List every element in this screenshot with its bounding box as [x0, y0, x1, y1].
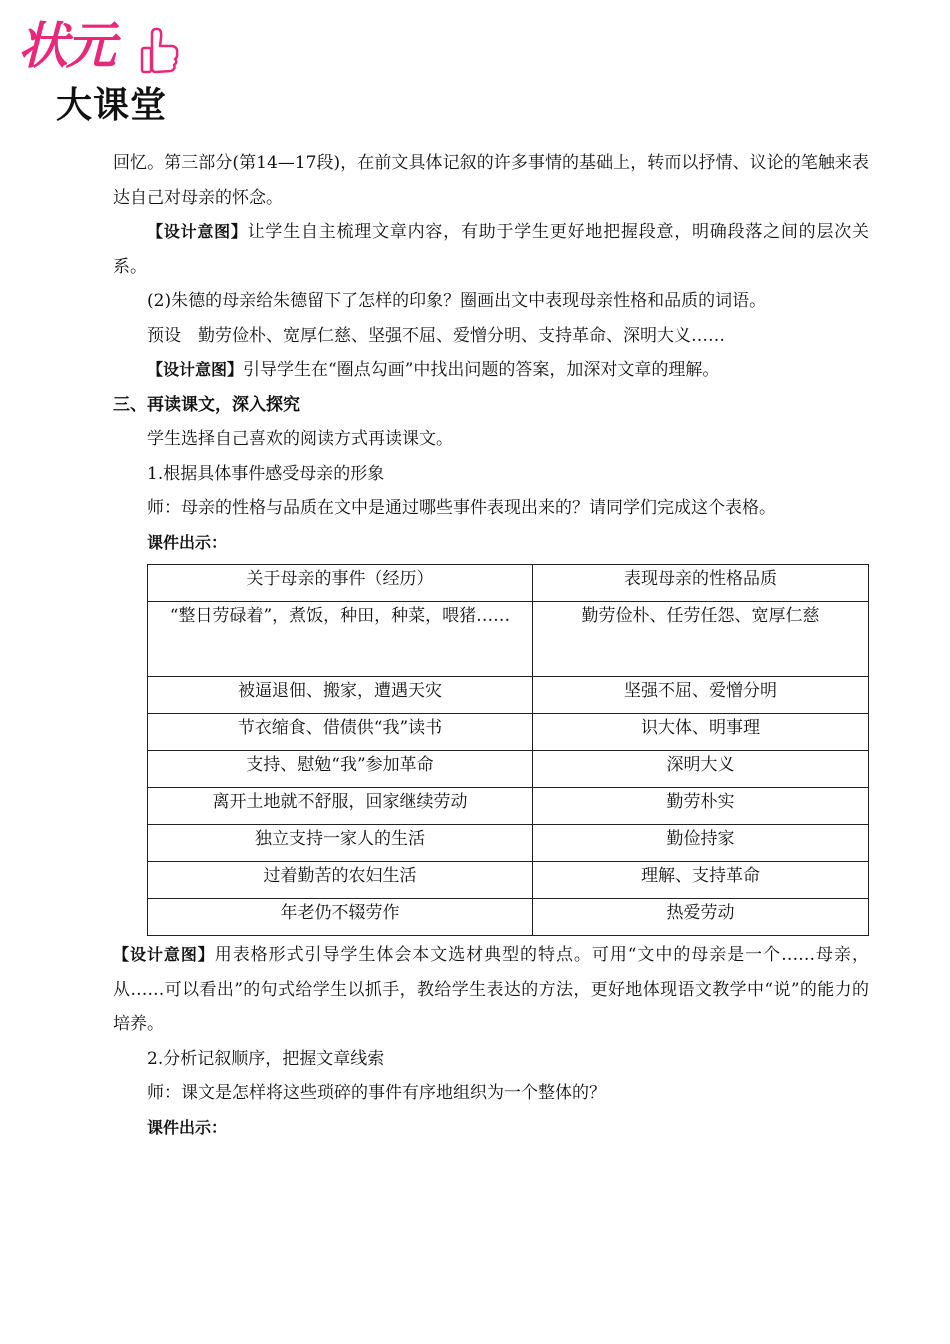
table-cell-event: 节衣缩食、借债供“我”读书	[148, 714, 533, 751]
design-intent-1	[113, 215, 869, 284]
table-cell-trait: 勤俭持家	[533, 825, 869, 862]
document-body	[113, 146, 869, 1145]
table-cell-trait: 识大体、明事理	[533, 714, 869, 751]
design-intent-text: 让学生自主梳理文章内容，有助于学生更好地把握段意，明确段落之间的层次关系。	[113, 222, 869, 277]
item-1-heading: 1.根据具体事件感受母亲的形象	[147, 463, 385, 484]
table-row	[148, 602, 869, 677]
design-intent-label: 【设计意图】	[147, 222, 248, 241]
design-intent-text: 引导学生在“圈点勾画”中找出问题的答案，加深对文章的理解。	[243, 360, 720, 380]
paragraph-part3: 回忆。第三部分(第14—17段)，在前文具体记叙的许多事情的基础上，转而以抒情、议论的笔触来表达自己对母亲的怀念。	[113, 153, 869, 208]
section-3-intro: 学生选择自己喜欢的阅读方式再读课文。	[147, 429, 453, 449]
item-2-heading: 2.分析记叙顺序，把握文章线索	[147, 1048, 385, 1069]
section-heading-3: 三、再读课文，深入探究	[113, 394, 300, 415]
table-cell-event: 被逼退佃、搬家，遭遇天灾	[148, 677, 533, 714]
design-intent-text: 用表格形式引导学生体会本文选材典型的特点。可用“文中的母亲是一个……母亲，从……可以看出”的句式给学生以抓手，教给学生表达的方法，更好地体现语文教学中“说”的能力的培养。	[113, 945, 869, 1034]
table-header-cell: 表现母亲的性格品质	[533, 565, 869, 602]
courseware-label-2: 课件出示：	[147, 1117, 228, 1137]
table-cell-trait: 勤劳朴实	[533, 788, 869, 825]
table-cell-event: 支持、慰勉“我”参加革命	[148, 751, 533, 788]
design-intent-2	[113, 353, 869, 388]
table-cell-event: 离开土地就不舒服，回家继续劳动	[148, 788, 533, 825]
logo-bottom-text: 大课堂	[56, 85, 168, 126]
design-intent-3	[113, 938, 869, 1042]
table-cell-event: 独立支持一家人的生活	[148, 825, 533, 862]
mother-traits-table	[147, 564, 869, 936]
table-cell-trait: 坚强不屈、爱憎分明	[533, 677, 869, 714]
table-row	[148, 788, 869, 825]
table-row	[148, 825, 869, 862]
table-header-cell: 关于母亲的事件（经历）	[148, 565, 533, 602]
table-cell-event: “整日劳碌着”，煮饭，种田，种菜，喂猪……	[148, 602, 533, 677]
table-row	[148, 751, 869, 788]
table-row	[148, 862, 869, 899]
design-intent-label: 【设计意图】	[113, 945, 215, 964]
table-cell-trait: 理解、支持革命	[533, 862, 869, 899]
teacher-question-1: 师：母亲的性格与品质在文中是通过哪些事件表现出来的？请同学们完成这个表格。	[147, 498, 776, 518]
courseware-label-1: 课件出示：	[147, 532, 228, 552]
table-row	[148, 677, 869, 714]
logo	[18, 12, 198, 137]
table-cell-trait: 勤劳俭朴、任劳任怨、宽厚仁慈	[533, 602, 869, 677]
table-cell-event: 过着勤苦的农妇生活	[148, 862, 533, 899]
logo-top-text: 状元	[18, 17, 114, 75]
question-2: (2)朱德的母亲给朱德留下了怎样的印象？圈画出文中表现母亲性格和品质的词语。	[147, 291, 767, 311]
table-row	[148, 899, 869, 936]
table-cell-trait: 热爱劳动	[533, 899, 869, 936]
table-header-row	[148, 565, 869, 602]
preset-answer: 预设 勤劳俭朴、宽厚仁慈、坚强不屈、爱憎分明、支持革命、深明大义……	[147, 325, 725, 346]
design-intent-label: 【设计意图】	[147, 360, 244, 379]
table-cell-trait: 深明大义	[533, 751, 869, 788]
table-cell-event: 年老仍不辍劳作	[148, 899, 533, 936]
table-row	[148, 714, 869, 751]
teacher-question-2: 师：课文是怎样将这些琐碎的事件有序地组织为一个整体的？	[147, 1083, 606, 1103]
thumbs-up-icon	[138, 26, 180, 78]
